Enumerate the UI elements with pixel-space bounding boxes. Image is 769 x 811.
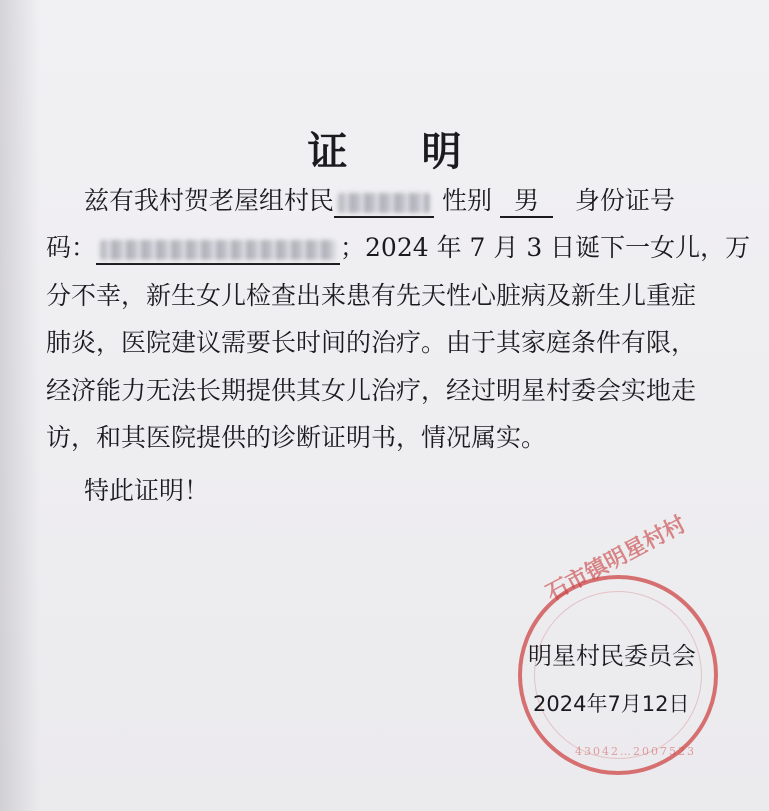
body-line-4: 肺炎，医院建议需要长时间的治疗。由于其家庭条件有限， xyxy=(46,328,697,357)
redacted-id-number xyxy=(96,233,340,265)
seal-code: 43042…2007523 xyxy=(575,745,696,758)
signature-date: 2024年7月12日 xyxy=(533,692,690,716)
document-title: 证 明 xyxy=(307,128,492,175)
redacted-name xyxy=(334,186,434,218)
body-line-6: 访，和其医院提供的诊断证明书，情况属实。 xyxy=(46,423,547,452)
signature-org: 明星村民委员会 xyxy=(528,642,696,670)
line2-text-a: 码： xyxy=(46,233,97,262)
body-line-2 xyxy=(46,233,750,265)
body-line-3: 分不幸，新生女儿检查出来患有先天性心脏病及新生儿重症 xyxy=(46,281,697,310)
seal-text: 石市镇明星村村 xyxy=(541,511,691,607)
line2-text-b: ；2024 年 7 月 3 日诞下一女儿，万 xyxy=(340,233,751,262)
closing-text: 特此证明！ xyxy=(84,476,210,505)
line1-text-a: 兹有我村贺老屋组村民 xyxy=(84,186,335,215)
gender-value: 男 xyxy=(500,186,553,218)
line1-text-c: 身份证号 xyxy=(574,186,675,215)
body-line-5: 经济能力无法长期提供其女儿治疗，经过明星村委会实地走 xyxy=(46,376,697,405)
body-line-1 xyxy=(84,186,675,218)
line1-text-b: 性别 xyxy=(441,186,492,215)
